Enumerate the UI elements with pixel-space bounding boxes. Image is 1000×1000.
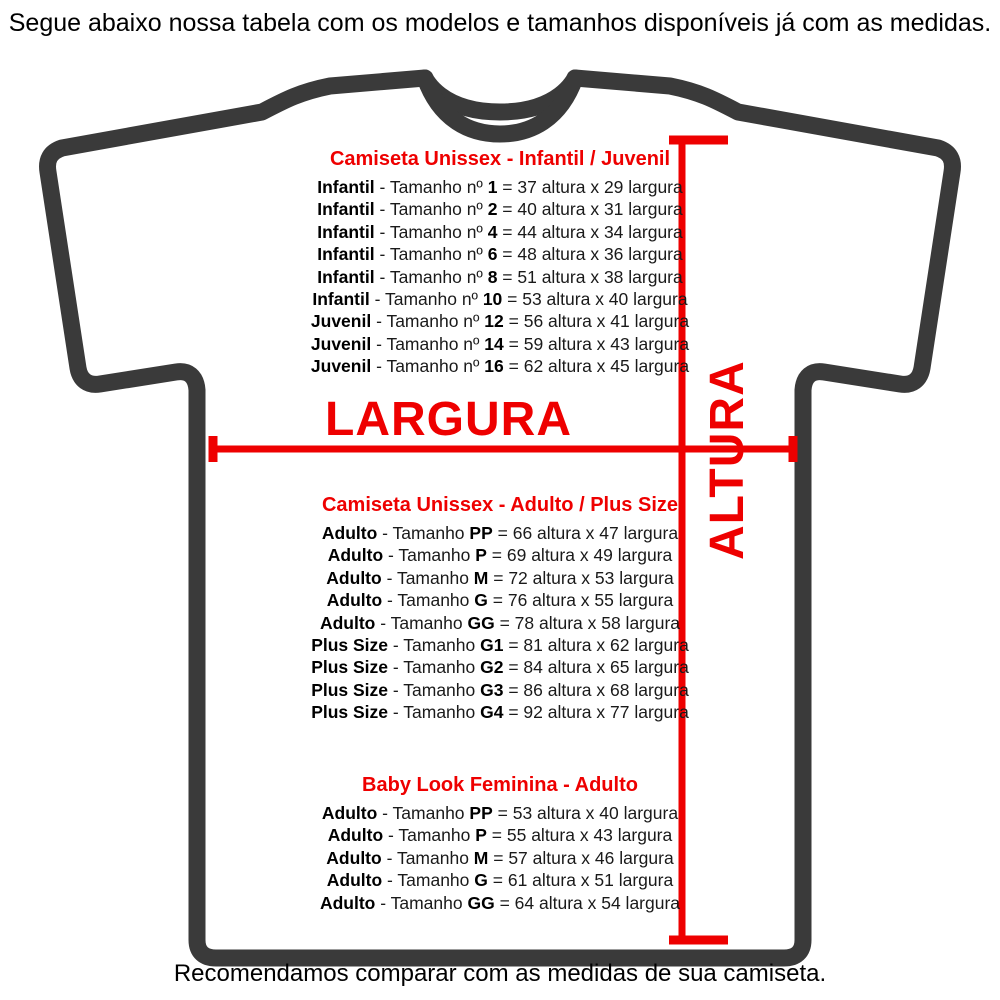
bottom-caption: Recomendamos comparar com as medidas de sua camiseta. — [173, 960, 827, 987]
table-adulto-plussize — [0, 492, 1000, 724]
size-row: Plus Size - Tamanho G1 = 81 altura x 62 largura — [311, 635, 689, 656]
table-title: Baby Look Feminina - Adulto — [362, 774, 638, 796]
table-rows — [0, 522, 1000, 724]
table-rows — [0, 176, 1000, 378]
size-row: Adulto - Tamanho GG = 64 altura x 54 largura — [319, 892, 681, 913]
table-rows — [0, 802, 1000, 914]
size-row: Adulto - Tamanho PP = 66 altura x 47 largura — [321, 523, 679, 543]
size-row: Infantil - Tamanho nº 1 = 37 altura x 29 largura — [317, 177, 683, 197]
table-infantil-juvenil — [0, 146, 1000, 378]
size-row: Adulto - Tamanho P = 55 altura x 43 largura — [327, 825, 673, 846]
altura-label: ALTURA — [701, 360, 754, 560]
size-row: Infantil - Tamanho nº 8 = 51 altura x 38 largura — [317, 266, 683, 287]
table-title: Camiseta Unissex - Adulto / Plus Size — [321, 494, 679, 516]
size-row: Infantil - Tamanho nº 4 = 44 altura x 34 largura — [317, 221, 683, 242]
size-row: Adulto - Tamanho M = 57 altura x 46 largura — [326, 847, 674, 868]
size-row: Infantil - Tamanho nº 10 = 53 altura x 40 largura — [312, 289, 688, 310]
size-row: Plus Size - Tamanho G2 = 84 altura x 65 largura — [311, 657, 689, 678]
size-row: Juvenil - Tamanho nº 12 = 56 altura x 41 largura — [310, 311, 690, 332]
size-row: Juvenil - Tamanho nº 16 = 62 altura x 45 largura — [310, 356, 690, 377]
size-row: Adulto - Tamanho M = 72 altura x 53 largura — [326, 567, 674, 588]
size-row: Infantil - Tamanho nº 6 = 48 altura x 36 largura — [317, 244, 683, 265]
top-caption: Segue abaixo nossa tabela com os modelos e tamanhos disponíveis já com as medidas. — [8, 9, 992, 37]
size-row: Plus Size - Tamanho G4 = 92 altura x 77 largura — [311, 702, 689, 723]
table-title: Camiseta Unissex - Infantil / Juvenil — [329, 148, 671, 170]
size-row: Adulto - Tamanho GG = 78 altura x 58 largura — [319, 612, 681, 633]
size-row: Adulto - Tamanho P = 69 altura x 49 largura — [327, 545, 673, 566]
size-row: Plus Size - Tamanho G3 = 86 altura x 68 largura — [311, 679, 689, 700]
table-baby-look — [0, 772, 1000, 914]
size-row: Infantil - Tamanho nº 2 = 40 altura x 31 largura — [317, 199, 683, 220]
size-row: Adulto - Tamanho PP = 53 altura x 40 largura — [321, 803, 679, 823]
largura-label: LARGURA — [325, 393, 572, 446]
size-row: Adulto - Tamanho G = 61 altura x 51 largura — [326, 870, 674, 891]
size-row: Adulto - Tamanho G = 76 altura x 55 largura — [326, 590, 674, 611]
size-row: Juvenil - Tamanho nº 14 = 59 altura x 43 largura — [310, 333, 690, 354]
